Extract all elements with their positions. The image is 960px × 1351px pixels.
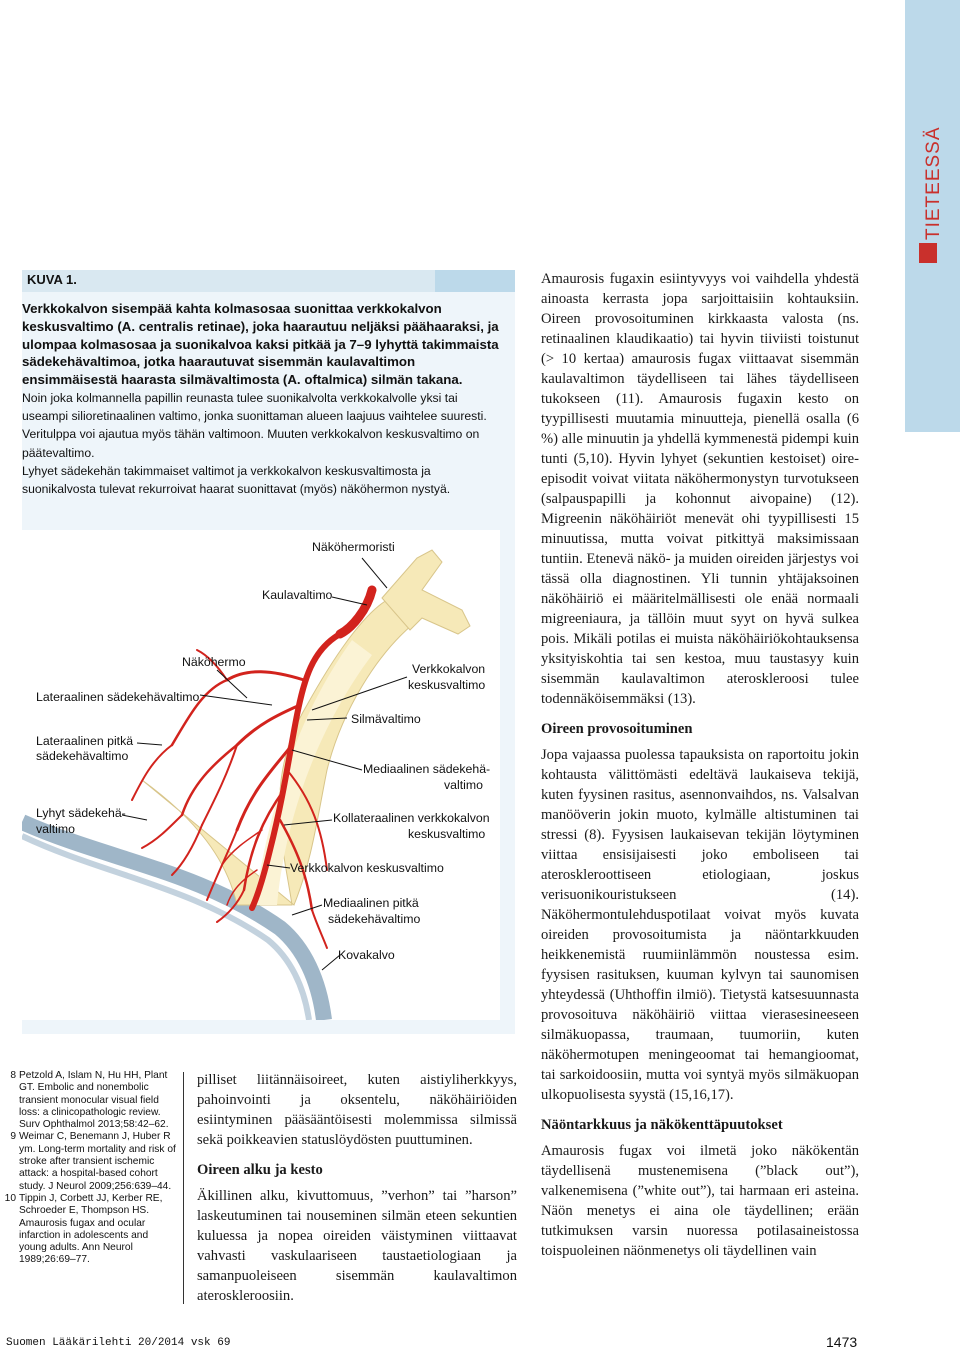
figure-header-tab [435,270,515,292]
label-lateral-ciliary-artery: Lateraalinen sädekehävaltimo [36,690,200,704]
label-optic-chiasm: Näköhermoristi [312,540,395,554]
caption-paragraph: Lyhyet sädekehän takimmaiset valtimot ja verkkokalvon keskusvaltimosta ja suonikalvosta tulevat rekurroivat haarat suonittavat (myös) näköhermon nystyä. [22,463,451,496]
label-central-retinal-artery-1: Verkkokalvon [412,662,486,676]
label-medial-long-ciliary-2: sädekehävaltimo [328,912,421,926]
label-medial-ciliary-2: valtimo [444,778,483,792]
figure-label: KUVA 1. [27,272,77,287]
body-paragraph: Amaurosis fugax voi ilmetä joko näkökentän täydellisenä mustenemisena (”black out”), valkenemisena (”white out”), tai harmaan eri asteina. Näön menetys ei aina ole täydellinen; erään tutkimuksen varsin nuoressa potilasaineistossa toispuoleinen näönmenetys oli täydellinen vain [541,1143,859,1259]
label-central-retinal-artery-b: Verkkokalvon keskusvaltimo [290,861,444,875]
reference-list [6,1070,176,1267]
body-column-right [541,269,859,1261]
reference-item: 10 Tippin J, Corbett JJ, Kerber RE, Schroeder E, Thompson HS. Amaurosis fugax and ocular infarction in adolescents and young adults. Ann Neurol 1989;26:69–77. [4,1192,163,1266]
body-paragraph: Amaurosis fugaxin esiintyvyys voi vaihdella yhdestä ainoasta kerrasta jopa sarjoittaisiin kohtauksiin. Oireen provosoituminen kirkkaasta valosta (ns. retinaalinen klaudikaatio) tai hyvin tiiviisti toistunut (> 10 kertaa) amaurosis fugax viittaavat sisemmän kaulavaltimon täydelliseen tai lähes täydelliseen tukokseen (11). Amaurosis fugaxin kesto on tyypillisesti muutamia minuutteja, pienellä osalla (6 %) alle minuutin ja yhdellä kymmenestä pidempi kuin tunti (5,10). Hyvin lyhyet (sekuntien kestoiset) oire-episodit voivat viitata näköhermonystyn turvotukseen (salpauspapilli ja kohonnut aivopaine) (12). Migreenin näköhäiriöt menevät ohi tyypillisesti 15 minuutissa, mutta voivat pitkittyä maksimissaan tuntiin. Etenevä näkö- ja muiden oireiden järjestys voi tässä olla diagnostinen. Yli tunnin yhtäjaksoinen näköhäiriö ei määritelmällisesti ole enää normaali migreeniaura, ja tällöin muut syyt on hyvä sulkea pois. Mikäli potilas ei muista näköhäiriökohtauksensa yksityiskohtia tai sen kestoa, muu taustasyy kuin sisemmän kaulavaltimon ateroskleroosi tulee todennäköisemmäksi (13). [541,271,859,707]
figure-caption [22,300,507,498]
figure-box [22,292,515,1034]
section-heading: Oireen alku ja kesto [197,1162,323,1178]
label-sclera: Kovakalvo [338,948,395,962]
label-central-retinal-artery-2: keskusvaltimo [408,678,486,692]
body-column-middle [197,1070,517,1306]
body-paragraph: Äkillinen alku, kivuttomuus, ”verhon” tai ”harson” laskeutuminen tai nouseminen silmän eteen sekuntien kuluessa ja nopea oireiden väistyminen viittaavat vahvasti vaskulaariseen taustaetiologiaan ja samanpuoleiseen sisemmän kaulavaltimon ateroskleroosiin. [197,1188,517,1304]
label-collateral-1: Kollateraalinen verkkokalvon [333,811,490,825]
column-divider [183,1072,184,1304]
reference-item: 9 Weimar C, Benemann J, Huber R ym. Long-term mortality and risk of stroke after transient ischemic attack: a hospital-based cohort study. J Neurol 2009;256:639–44. [10,1131,176,1192]
label-collateral-2: keskusvaltimo [408,827,486,841]
label-carotid: Kaulavaltimo [262,588,333,602]
label-short-ciliary-2: valtimo [36,822,75,836]
label-medial-ciliary-1: Mediaalinen sädekehä- [363,762,491,776]
section-heading: Oireen provosoituminen [541,721,693,737]
label-ophthalmic-artery: Silmävaltimo [351,712,421,726]
section-label [911,126,955,240]
eye-artery-illustration [22,530,500,1020]
body-paragraph: pilliset liitännäisoireet, kuten aistiyliherkkyys, pahoinvointi ja oksentelu, näköhäiriöiden esiintyminen pääsääntöisesti molemmissa silmissä sekä poikkeavien statuslöydösten puuttuminen. [197,1072,517,1148]
label-lateral-long-ciliary-2: sädekehävaltimo [36,749,129,763]
section-sidebar [905,0,960,432]
reference-item: 8 Petzold A, Islam N, Hu HH, Plant GT. Embolic and nonembolic transient monocular visual field loss: a clinicopathologic review. Surv Ophthalmol 2013;58:42–62. [10,1070,169,1131]
section-heading: Näöntarkkuus ja näkökenttäpuutokset [541,1117,783,1133]
caption-lead: Verkkokalvon sisempää kahta kolmasosaa suonittaa verkkokalvon keskusvaltimo (A. centralis retinae), joka haarautuu neljäksi päähaaraksi, ja ulompaa kolmasosaa ja suonikalvoa kaksi pitkää ja 7–9 lyhyttä takimmaista sädekehävaltimoa, jotka haarautuvat sisemmän kaulavaltimon ensimmäisestä haarasta silmävaltimosta (A. oftalmica) silmän takana. [22,301,499,388]
figure-header [22,270,515,292]
label-medial-long-ciliary-1: Mediaalinen pitkä [323,896,419,910]
label-short-ciliary-1: Lyhyt sädekehä- [36,806,126,820]
label-lateral-long-ciliary-1: Lateraalinen pitkä [36,734,134,748]
section-title: TIETEESSÄ [923,126,944,240]
label-optic-nerve: Näköhermo [182,655,246,669]
page-number: 1473 [826,1334,858,1350]
body-paragraph: Jopa vajaassa puolessa tapauksista on raportoitu jokin kohtausta välittömästi edeltävä laukaiseva tekijä, kuten fyysinen rasitus, asennonvaihdos, ns. Valsalvan manööverin jokin muoto, kylmälle altistuminen tai stressi (8). Fyysisen laukaisevan tekijän löytyminen viittaa ensisijaisesti joko emboliseen tai ateroskleroottiseen etiologiaan, joskus verisuonikouristukseen (14). Näköhermontulehduspotilaat voivat myös kuvata oireiden provosoitumista ja näöntarkkuuden heikkenemistä ruumiinlämmön noustessa esim. fyysisen rasituksen, kuuman kylvyn tai saunomisen yhteydessä (Uhthoffin ilmiö). Tietystä katsesuunnasta provosoituva näköhäiriö viittaa vierasesineeseen silmäkuopassa, traumaan, tuumoriin, kuten näköhermotupen meningeoomat tai hemangioomat, tai sarkoidoosiin, mutta voi syntyä myös silmäkuopan ulkopuolisesta syystä (15,16,17). [541,747,859,1103]
section-marker [919,243,937,263]
journal-footer: Suomen Lääkärilehti 20/2014 vsk 69 [6,1337,231,1349]
caption-paragraph: Noin joka kolmannella papillin reunasta tulee suonikalvolta verkkokalvolle yksi tai useampi silioretinaalinen valtimo, jonka suonittaman alueen laajuus vaihtelee suuresti. Veritulppa voi ajautua myös tähän valtimoon. Muuten verkkokalvon keskusvaltimo on päätevaltimo. [22,390,487,460]
